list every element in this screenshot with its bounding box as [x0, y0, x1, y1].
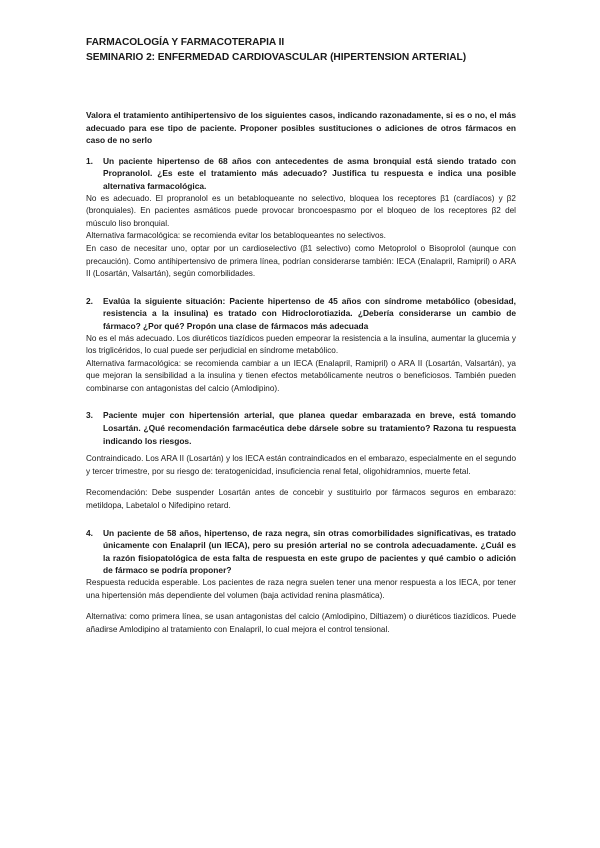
question-2	[86, 295, 516, 333]
question-1	[86, 155, 516, 193]
answer-1-paragraph-3: En caso de necesitar uno, optar por un cardioselectivo (β1 selectivo) como Metoprolol o Bisoprolol (aunque con precaución). Como antihipertensivo de primera línea, podrían considerarse también: IECA (Enalapril, Ramipril) o ARA II (Losartán, Valsartán), según comorbilidades.	[86, 243, 516, 279]
question-1-number: 1.	[86, 155, 93, 166]
spacer	[86, 513, 516, 527]
question-2-number: 2.	[86, 295, 93, 306]
answer-2-paragraph-1: No es el más adecuado. Los diuréticos tiazídicos pueden empeorar la resistencia a la insulina, aumentar la glucemia y los triglicéridos, lo cual puede ser perjudicial en síndrome metabólico.	[86, 333, 516, 356]
question-3	[86, 409, 516, 447]
spacer	[86, 478, 516, 487]
answer-3-paragraph-1: Contraindicado. Los ARA II (Losartán) y los IECA están contraindicados en el embarazo, especialmente en el segundo y tercer trimestre, por su riesgo de: teratogenicidad, insuficiencia renal fetal, oligohidramnios, muerte fetal.	[86, 454, 516, 476]
course-title: FARMACOLOGÍA Y FARMACOTERAPIA II	[86, 37, 285, 48]
answer-4-paragraph-2: Alternativa: como primera línea, se usan antagonistas del calcio (Amlodipino, Diltiazem) o diuréticos tiazídicos. Puede añadirse Amlodipino al tratamiento con Enalapril, lo cual mejora el control tensional.	[86, 612, 516, 634]
question-4-number: 4.	[86, 527, 93, 538]
seminar-title: SEMINARIO 2: ENFERMEDAD CARDIOVASCULAR (HIPERTENSION ARTERIAL)	[86, 51, 467, 63]
question-2-text: Evalúa la siguiente situación: Paciente hipertenso de 45 años con síndrome metabólico (obesidad, resistencia a la insulina) es tratado con Hidroclorotiazida. ¿Debería considerarse un cambio de fármaco? ¿Por qué? Propón una clase de fármacos más adecuada	[103, 295, 516, 331]
answer-3-paragraph-2: Recomendación: Debe suspender Losartán antes de concebir y sustituirlo por fármacos seguros en embarazo: metildopa, Labetalol o Nifedipino retard.	[86, 488, 516, 511]
spacer	[86, 602, 516, 611]
question-4	[86, 527, 516, 577]
question-3-number: 3.	[86, 410, 93, 421]
question-1-text: Un paciente hipertenso de 68 años con antecedentes de asma bronquial está siendo tratado con Propranolol. ¿Es este el tratamiento más adecuado? Justifica tu respuesta e indica una posible alternativa farmacológica.	[103, 155, 516, 191]
question-3-text: Paciente mujer con hipertensión arterial, que planea quedar embarazada en breve, está tomando Losartán. ¿Qué recomendación farmacéutica debe dársele sobre su tratamiento? Razona tu respuesta indicando los riesgos.	[103, 410, 516, 446]
instructions-paragraph: Valora el tratamiento antihipertensivo de los siguientes casos, indicando razonadamente, si es o no, el más adecuado para ese tipo de paciente. Proponer posibles sustituciones o adiciones de otros fármacos en caso de no serlo	[86, 110, 516, 146]
question-4-text: Un paciente de 58 años, hipertenso, de raza negra, sin otras comorbilidades significativas, es tratado únicamente con Enalapril (un IECA), pero su presión arterial no se controla adecuadamente. ¿Cuál es la razón fisiopatológica de esta falta de respuesta en este grupo de pacientes y qué cambio o adición de fármaco se podría proponer?	[103, 527, 516, 576]
spacer	[86, 395, 516, 409]
spacer	[86, 281, 516, 295]
answer-4-paragraph-1: Respuesta reducida esperable. Los pacientes de raza negra suelen tener una menor respuesta a los IECA, por tener una hipertensión más dependiente del volumen (baja actividad renina plasmática).	[86, 578, 516, 600]
answer-2-paragraph-2: Alternativa farmacológica: se recomienda cambiar a un IECA (Enalapril, Ramipril) o ARA II (Losartán, Valsartán), ya que mejoran la sensibilidad a la insulina y tienen efectos metabólicamente neutros o beneficiosos. También pueden combinarse con antagonistas del calcio (Amlodipino).	[86, 358, 516, 393]
answer-1-paragraph-1: No es adecuado. El propranolol es un betabloqueante no selectivo, bloquea los receptores β1 (cardíacos) y β2 (bronquiales). En pacientes asmáticos puede provocar broncoespasmo por el bloqueo de los receptores β2 del músculo liso bronquial.	[86, 193, 516, 228]
answer-1-paragraph-2: Alternativa farmacológica: se recomienda evitar los betabloqueantes no selectivos.	[86, 231, 386, 241]
